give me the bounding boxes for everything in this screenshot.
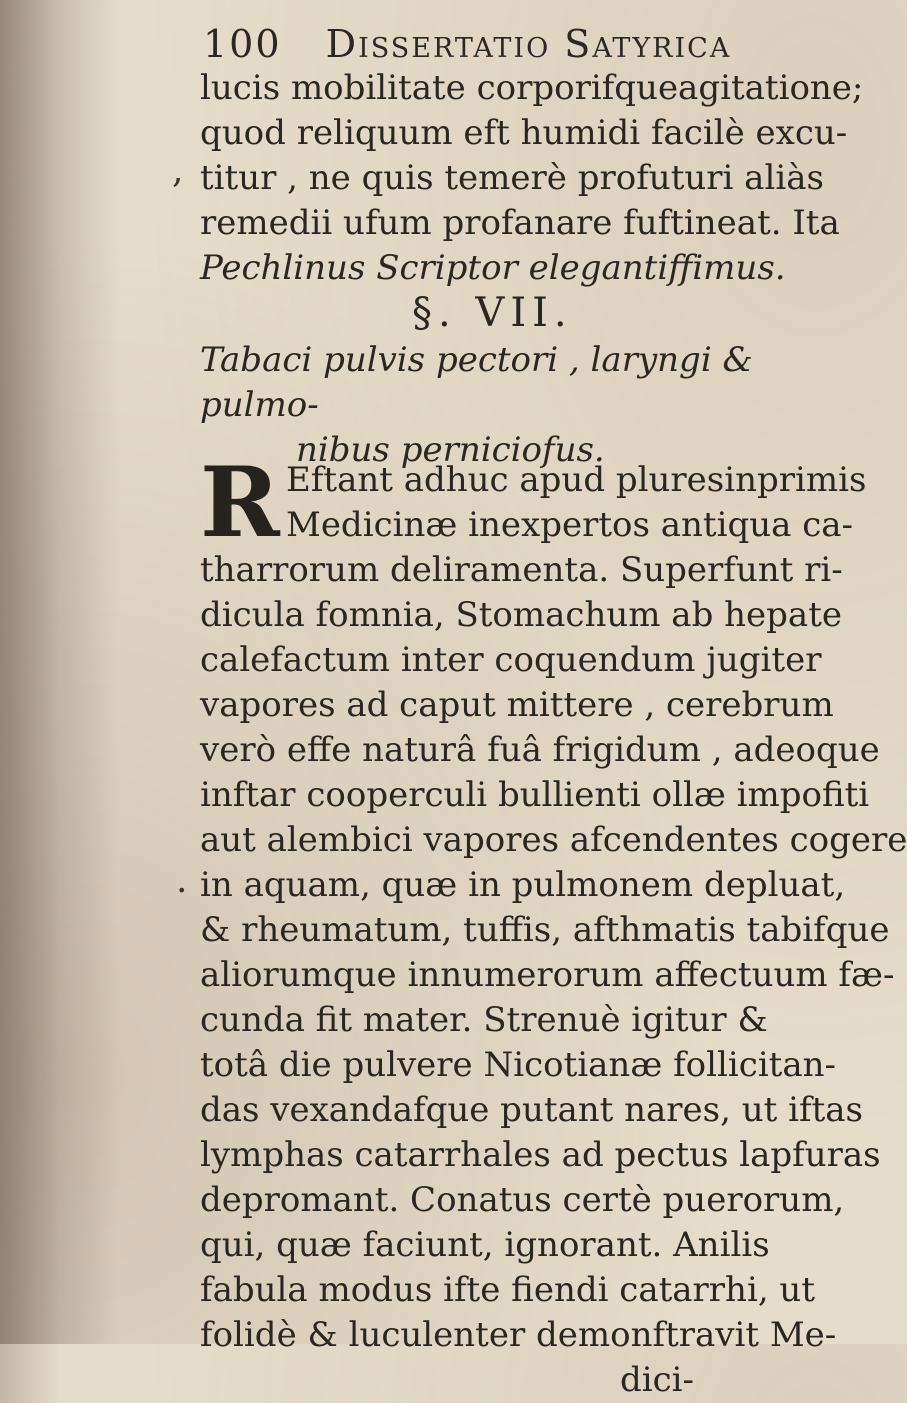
- section-number: §. VII.: [412, 290, 573, 336]
- text-line: quod reliquum eft humidi facilè excu-: [200, 113, 848, 153]
- heading-line: Tabaci pulvis pectori , laryngi & pulmo-: [200, 340, 753, 425]
- text-line: titur , ne quis temerè profuturi aliàs: [200, 158, 824, 198]
- page-number: 100: [203, 22, 282, 66]
- text-line: in aquam, quæ in pulmonem depluat,: [200, 865, 846, 905]
- text-line: das vexandafque putant nares, ut iftas: [200, 1090, 863, 1130]
- catchword: dici-: [620, 1360, 695, 1400]
- text-line: Eftant adhuc apud pluresinprimis: [286, 460, 867, 500]
- paragraph-opening-lines: [286, 458, 867, 548]
- main-paragraph: [200, 548, 907, 1403]
- text-line: aut alembici vapores afcendentes cogere: [200, 820, 907, 860]
- text-line: lymphas catarrhales ad pectus lapfuras: [200, 1135, 881, 1175]
- text-line: remedii ufum profanare fuftineat. Ita: [200, 203, 840, 243]
- text-line: & rheumatum, tuffis, afthmatis tabifque: [200, 910, 890, 950]
- text-line: Medicinæ inexpertos antiqua ca-: [286, 505, 853, 545]
- text-line: cunda fit mater. Strenuè igitur &: [200, 1000, 768, 1040]
- text-line: folidè & luculenter demonftravit Me-: [200, 1315, 837, 1355]
- text-line: calefactum inter coquendum jugiter: [200, 640, 822, 680]
- text-line: inftar cooperculi bullienti ollæ impofiti: [200, 775, 870, 815]
- text-line: tharrorum deliramenta. Superfunt ri-: [200, 550, 843, 590]
- margin-mark: .: [176, 860, 188, 901]
- margin-mark: ,: [172, 150, 184, 191]
- running-head: [203, 22, 731, 66]
- drop-cap: R: [200, 446, 280, 559]
- opening-paragraph: [200, 66, 864, 291]
- text-line: dicula fomnia, Stomachum ab hepate: [200, 595, 842, 635]
- page-gutter-shadow: [0, 0, 120, 1344]
- text-line: qui, quæ faciunt, ignorant. Anilis: [200, 1225, 770, 1265]
- section-heading: [200, 338, 760, 473]
- heading-line: nibus perniciofus.: [296, 430, 605, 470]
- text-line: aliorumque innumerorum affectuum fæ-: [200, 955, 895, 995]
- text-line: Pechlinus Scriptor elegantiffimus.: [200, 248, 786, 288]
- text-line: totâ die pulvere Nicotianæ follicitan-: [200, 1045, 837, 1085]
- running-title: Dissertatio Satyrica: [325, 22, 732, 66]
- text-line: verò effe naturâ fuâ frigidum , adeoque: [200, 730, 880, 770]
- text-line: lucis mobilitate corporifqueagitatione;: [200, 68, 864, 108]
- text-line: vapores ad caput mittere , cerebrum: [200, 685, 834, 725]
- text-line: depromant. Conatus certè puerorum,: [200, 1180, 845, 1220]
- text-line: fabula modus ifte fiendi catarrhi, ut: [200, 1270, 815, 1310]
